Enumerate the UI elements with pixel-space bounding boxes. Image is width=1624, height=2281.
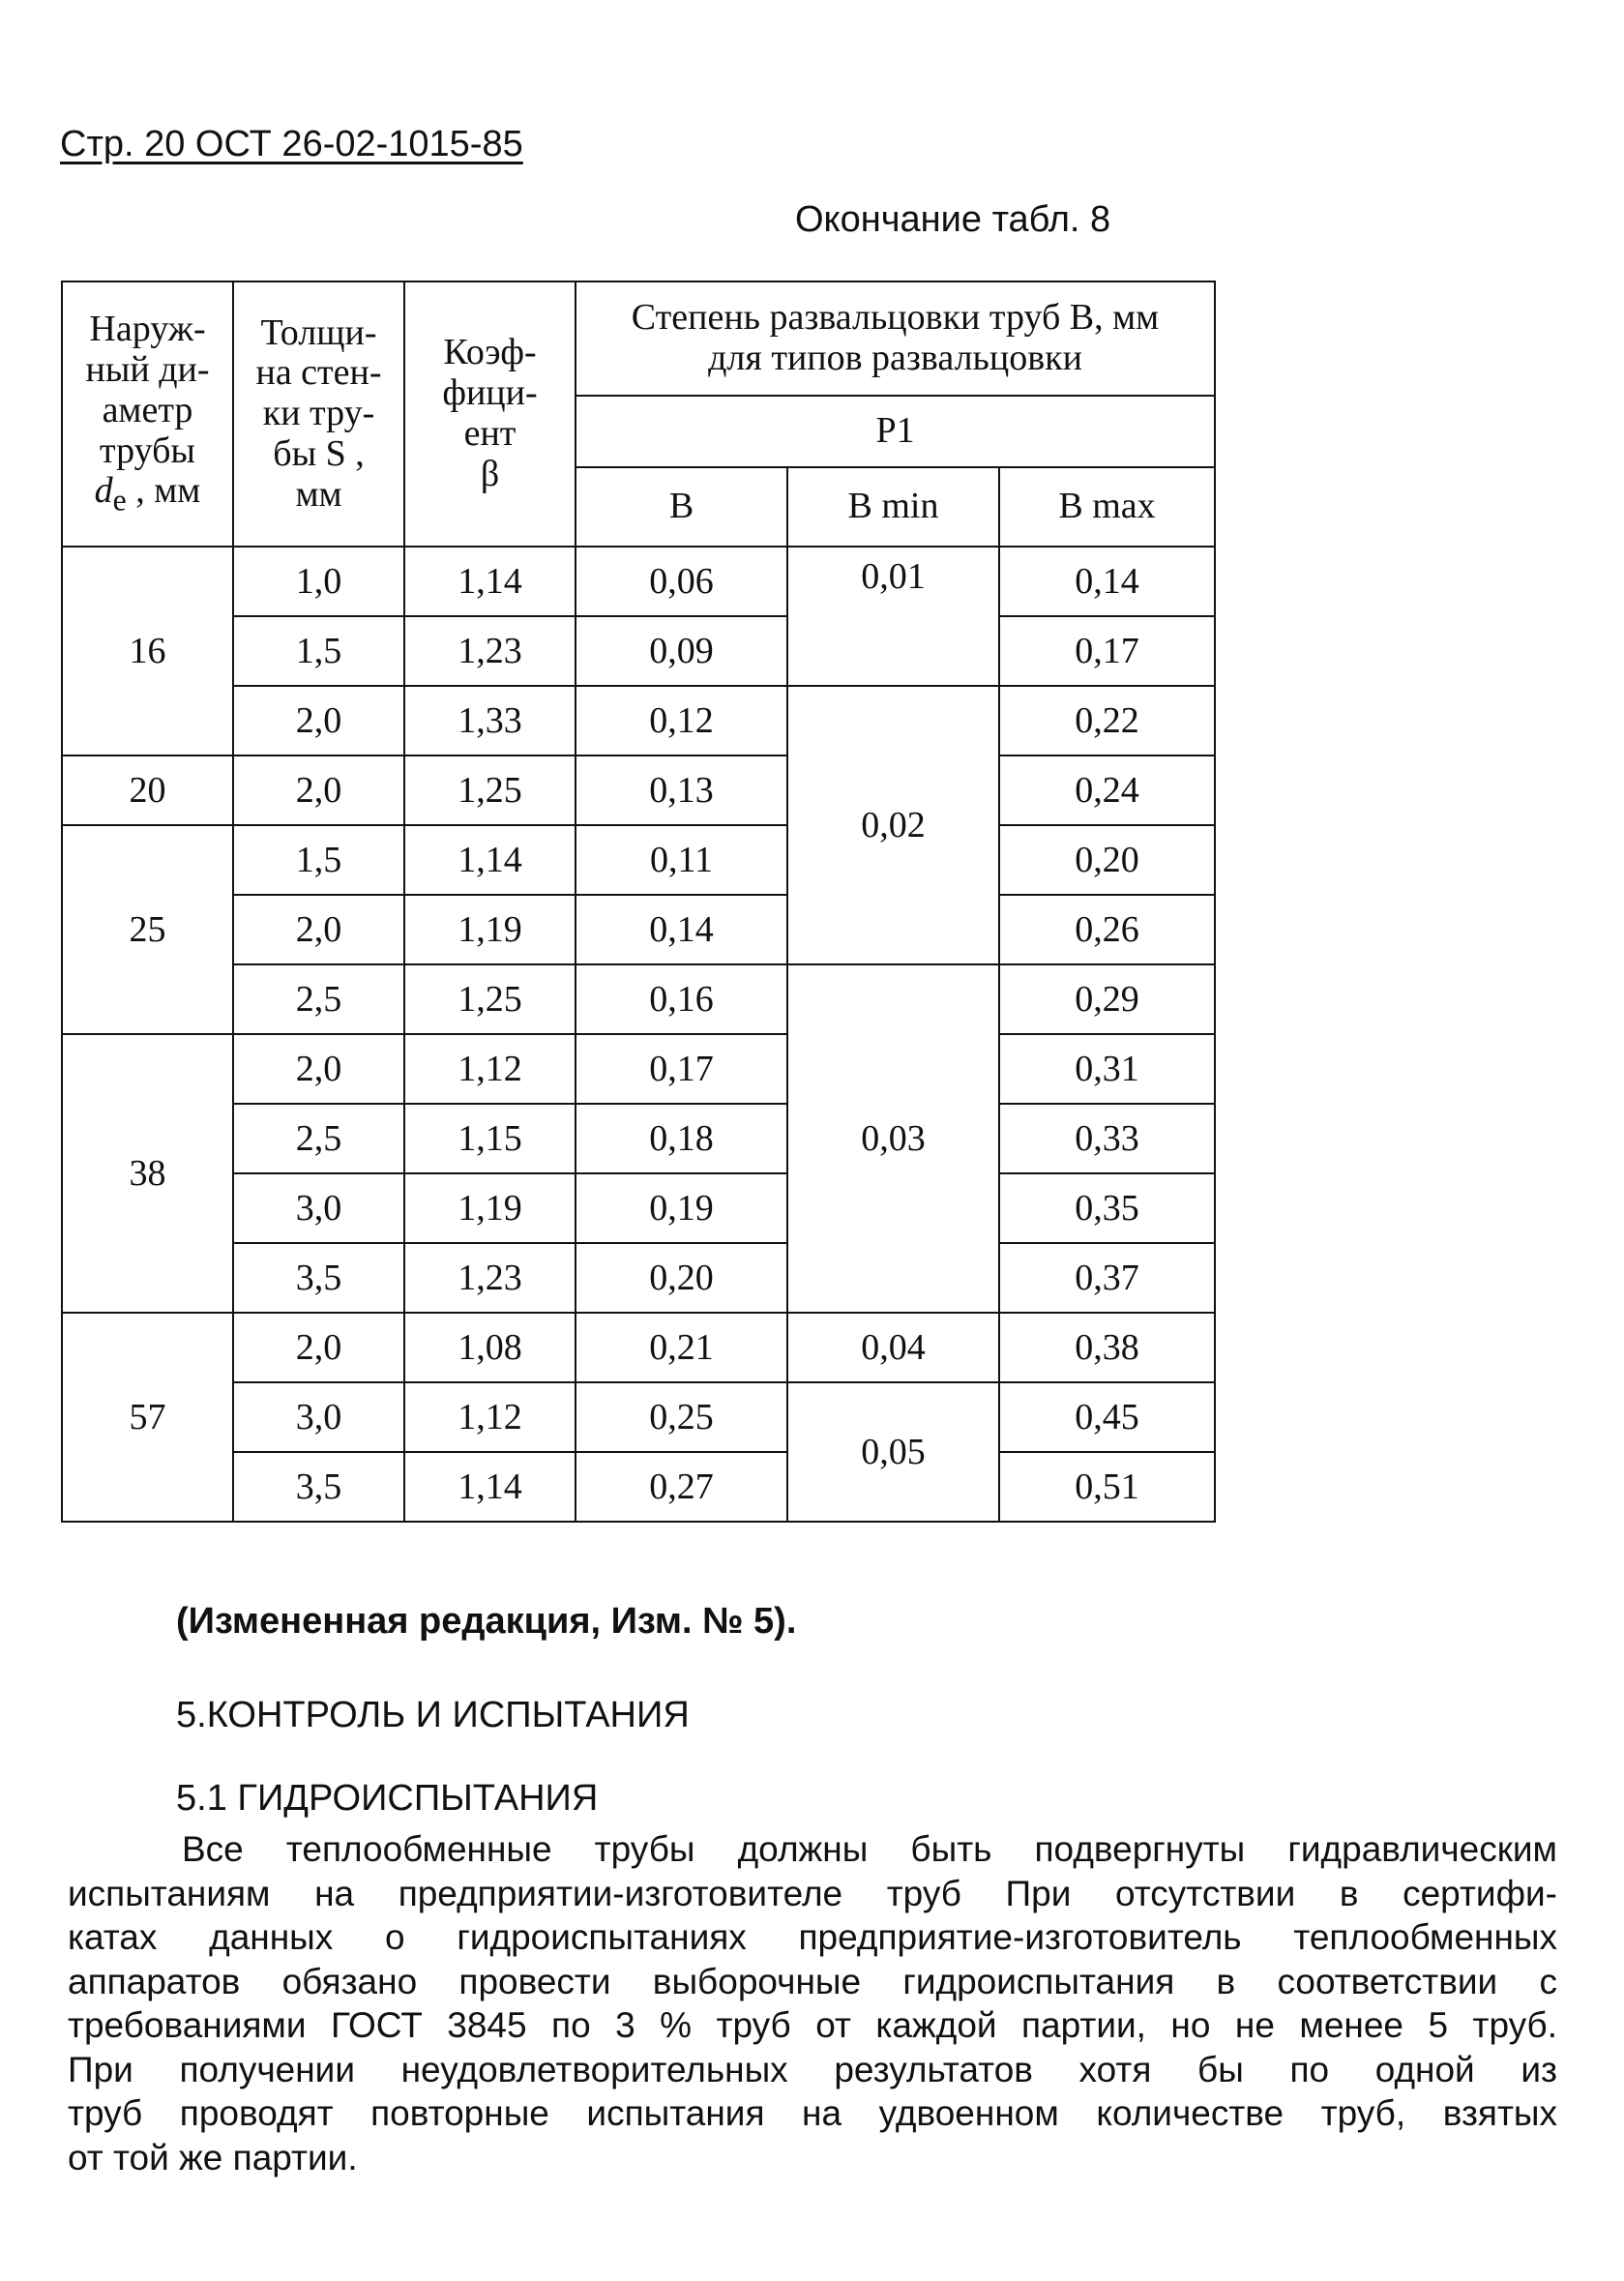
b-cell: 0,06 xyxy=(576,547,787,616)
bmin-cell: 0,02 xyxy=(787,686,999,964)
coefficient-cell: 1,25 xyxy=(404,755,576,825)
bmin-cell: 0,01 xyxy=(787,547,999,686)
paragraph-line: испытаниям на предприятии-изготовителе труб При отсутствии в сертифи- xyxy=(68,1873,1557,1913)
coefficient-cell: 1,25 xyxy=(404,964,576,1034)
b-cell: 0,16 xyxy=(576,964,787,1034)
b-cell: 0,20 xyxy=(576,1243,787,1313)
b-cell: 0,12 xyxy=(576,686,787,755)
thickness-cell: 3,0 xyxy=(233,1173,404,1243)
header-diameter-text: Наруж- ный ди- аметр трубы xyxy=(85,309,210,471)
bmax-cell: 0,45 xyxy=(999,1382,1215,1452)
bmax-cell: 0,26 xyxy=(999,895,1215,964)
bmax-cell: 0,37 xyxy=(999,1243,1215,1313)
header-type-p1: Р1 xyxy=(576,396,1215,467)
bmax-cell: 0,22 xyxy=(999,686,1215,755)
table-row xyxy=(62,1034,1215,1104)
b-cell: 0,25 xyxy=(576,1382,787,1452)
thickness-cell: 2,0 xyxy=(233,895,404,964)
bmax-cell: 0,24 xyxy=(999,755,1215,825)
b-cell: 0,17 xyxy=(576,1034,787,1104)
table-row xyxy=(62,616,1215,686)
bmin-cell: 0,03 xyxy=(787,964,999,1313)
bmax-cell: 0,29 xyxy=(999,964,1215,1034)
coefficient-cell: 1,14 xyxy=(404,1452,576,1522)
bmin-cell: 0,05 xyxy=(787,1382,999,1522)
header-diameter-symbol: d xyxy=(94,470,113,512)
header-diameter xyxy=(62,281,233,547)
coefficient-cell: 1,15 xyxy=(404,1104,576,1173)
b-cell: 0,18 xyxy=(576,1104,787,1173)
coefficient-cell: 1,33 xyxy=(404,686,576,755)
paragraph-line: Все теплообменные трубы должны быть подвергнуты гидравлическим xyxy=(182,1829,1557,1869)
paragraph-line: катах данных о гидроиспытаниях предприятие-изготовитель теплообменных xyxy=(68,1917,1557,1957)
thickness-cell: 2,5 xyxy=(233,1104,404,1173)
header-thickness: Толщи- на стен- ки тру- бы S , мм xyxy=(233,281,404,547)
paragraph-line: При получении неудовлетворительных результатов хотя бы по одной из xyxy=(68,2049,1557,2089)
diameter-cell: 57 xyxy=(62,1313,233,1522)
bmax-cell: 0,51 xyxy=(999,1452,1215,1522)
coefficient-cell: 1,14 xyxy=(404,825,576,895)
diameter-cell: 38 xyxy=(62,1034,233,1313)
bmax-cell: 0,20 xyxy=(999,825,1215,895)
header-diameter-unit: , мм xyxy=(126,470,201,512)
header-bmax: В max xyxy=(999,467,1215,547)
coefficient-cell: 1,19 xyxy=(404,895,576,964)
table-row xyxy=(62,755,1215,825)
bmax-cell: 0,33 xyxy=(999,1104,1215,1173)
table-caption: Окончание табл. 8 xyxy=(795,199,1111,240)
thickness-cell: 2,0 xyxy=(233,686,404,755)
header-diameter-subscript: e xyxy=(112,483,127,518)
table-row xyxy=(62,1452,1215,1522)
data-table-container xyxy=(61,281,1216,1523)
thickness-cell: 1,0 xyxy=(233,547,404,616)
b-cell: 0,14 xyxy=(576,895,787,964)
thickness-cell: 3,5 xyxy=(233,1243,404,1313)
thickness-cell: 3,5 xyxy=(233,1452,404,1522)
page-header: Стр. 20 ОСТ 26-02-1015-85 xyxy=(60,124,523,164)
section-title: 5.КОНТРОЛЬ И ИСПЫТАНИЯ xyxy=(176,1695,690,1735)
thickness-cell: 2,5 xyxy=(233,964,404,1034)
table-row xyxy=(62,1382,1215,1452)
data-table xyxy=(61,281,1216,1523)
table-row xyxy=(62,547,1215,616)
b-cell: 0,09 xyxy=(576,616,787,686)
bmax-cell: 0,17 xyxy=(999,616,1215,686)
coefficient-cell: 1,14 xyxy=(404,547,576,616)
paragraph-line: требованиями ГОСТ 3845 по 3 % труб от каждой партии, но не менее 5 труб. xyxy=(68,2005,1557,2045)
body-paragraph xyxy=(68,1827,1557,2179)
paragraph-line: аппаратов обязано провести выборочные гидроиспытания в соответствии с xyxy=(68,1961,1557,2001)
coefficient-cell: 1,23 xyxy=(404,616,576,686)
coefficient-cell: 1,12 xyxy=(404,1382,576,1452)
table-row xyxy=(62,1313,1215,1382)
thickness-cell: 2,0 xyxy=(233,1034,404,1104)
table-row xyxy=(62,1243,1215,1313)
b-cell: 0,13 xyxy=(576,755,787,825)
thickness-cell: 3,0 xyxy=(233,1382,404,1452)
diameter-cell: 16 xyxy=(62,547,233,755)
diameter-cell: 25 xyxy=(62,825,233,1034)
thickness-cell: 2,0 xyxy=(233,1313,404,1382)
bmin-cell: 0,04 xyxy=(787,1313,999,1382)
bmax-cell: 0,31 xyxy=(999,1034,1215,1104)
b-cell: 0,19 xyxy=(576,1173,787,1243)
header-bmin: В min xyxy=(787,467,999,547)
table-row xyxy=(62,1104,1215,1173)
amendment-note: (Измененная редакция, Изм. № 5). xyxy=(176,1601,797,1642)
coefficient-cell: 1,08 xyxy=(404,1313,576,1382)
coefficient-cell: 1,12 xyxy=(404,1034,576,1104)
paragraph-line: от той же партии. xyxy=(68,2137,358,2177)
b-cell: 0,21 xyxy=(576,1313,787,1382)
b-cell: 0,27 xyxy=(576,1452,787,1522)
b-cell: 0,11 xyxy=(576,825,787,895)
header-coefficient: Коэф- фици- ент β xyxy=(404,281,576,547)
bmax-cell: 0,35 xyxy=(999,1173,1215,1243)
coefficient-cell: 1,19 xyxy=(404,1173,576,1243)
header-b: В xyxy=(576,467,787,547)
bmax-cell: 0,14 xyxy=(999,547,1215,616)
thickness-cell: 1,5 xyxy=(233,825,404,895)
table-row xyxy=(62,895,1215,964)
table-row xyxy=(62,1173,1215,1243)
table-row xyxy=(62,825,1215,895)
table-row xyxy=(62,964,1215,1034)
coefficient-cell: 1,23 xyxy=(404,1243,576,1313)
thickness-cell: 1,5 xyxy=(233,616,404,686)
table-row xyxy=(62,686,1215,755)
paragraph-line: труб проводят повторные испытания на удвоенном количестве труб, взятых xyxy=(68,2093,1557,2133)
bmax-cell: 0,38 xyxy=(999,1313,1215,1382)
diameter-cell: 20 xyxy=(62,755,233,825)
header-flaring-degree: Степень развальцовки труб В, мм для типов развальцовки xyxy=(576,281,1215,396)
subsection-title: 5.1 ГИДРОИСПЫТАНИЯ xyxy=(176,1778,599,1819)
thickness-cell: 2,0 xyxy=(233,755,404,825)
